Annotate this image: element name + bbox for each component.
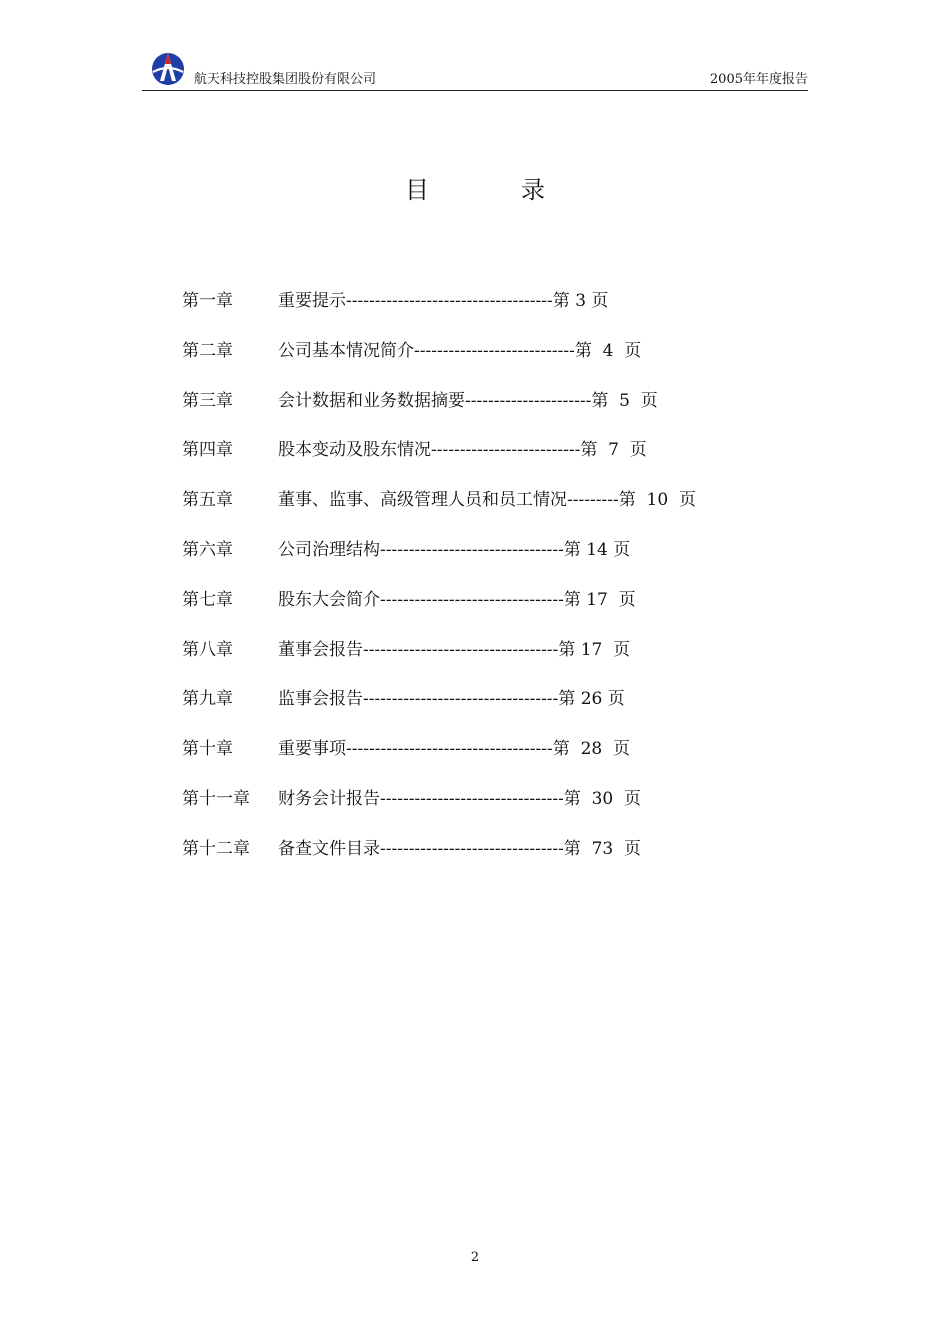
toc-entry: 董事、监事、高级管理人员和员工情况---------第 10 页 — [278, 490, 696, 511]
toc-entry: 会计数据和业务数据摘要----------------------第 5 页 — [278, 390, 658, 411]
toc-chapter: 第九章 — [182, 689, 233, 710]
toc-row[interactable] — [182, 836, 782, 886]
toc-chapter: 第五章 — [182, 490, 233, 511]
toc-entry: 股本变动及股东情况--------------------------第 7 页 — [278, 440, 647, 461]
toc-row[interactable] — [182, 637, 782, 687]
toc-chapter: 第三章 — [182, 390, 233, 411]
toc-chapter: 第一章 — [182, 291, 233, 311]
page-number: 2 — [470, 1250, 480, 1265]
toc-chapter: 第七章 — [182, 589, 233, 610]
toc-entry: 备查文件目录--------------------------------第 73 页 — [278, 838, 642, 859]
toc-row[interactable] — [182, 736, 782, 786]
toc-chapter: 第四章 — [182, 440, 233, 461]
toc-heading-char-2: 录 — [521, 176, 545, 204]
toc-chapter: 第十一章 — [182, 788, 250, 809]
toc-entry: 监事会报告----------------------------------第 26 页 — [278, 689, 625, 710]
toc-row[interactable] — [182, 537, 782, 587]
toc-entry: 公司基本情况简介----------------------------第 4 页 — [278, 340, 642, 361]
company-name: 航天科技控股集团股份有限公司 — [194, 72, 377, 87]
toc-row[interactable] — [182, 686, 782, 736]
toc-row[interactable] — [182, 338, 782, 388]
toc-entry: 董事会报告----------------------------------第 17 页 — [278, 639, 631, 660]
toc-chapter: 第八章 — [182, 639, 233, 660]
report-title: 2005年年度报告 — [709, 72, 808, 87]
toc-row[interactable] — [182, 786, 782, 836]
page-header — [142, 48, 808, 91]
aerospace-logo-icon — [150, 50, 186, 86]
toc-entry: 重要事项------------------------------------第 28 页 — [278, 739, 631, 760]
toc-row[interactable] — [182, 487, 782, 537]
toc-heading — [0, 170, 950, 205]
toc-entry: 股东大会简介--------------------------------第 17 页 — [278, 589, 636, 610]
toc-entry: 重要提示------------------------------------第 3 页 — [278, 291, 609, 311]
toc-chapter: 第二章 — [182, 340, 233, 361]
toc-row[interactable] — [182, 437, 782, 487]
table-of-contents — [182, 288, 782, 886]
toc-chapter: 第六章 — [182, 539, 233, 560]
toc-row[interactable] — [182, 587, 782, 637]
toc-entry: 公司治理结构--------------------------------第 14 页 — [278, 539, 631, 560]
toc-row[interactable] — [182, 288, 782, 338]
toc-heading-char-1: 目 — [405, 176, 429, 204]
toc-chapter: 第十二章 — [182, 838, 250, 859]
toc-entry: 财务会计报告--------------------------------第 30 页 — [278, 788, 642, 809]
toc-chapter: 第十章 — [182, 739, 233, 760]
toc-row[interactable] — [182, 388, 782, 438]
